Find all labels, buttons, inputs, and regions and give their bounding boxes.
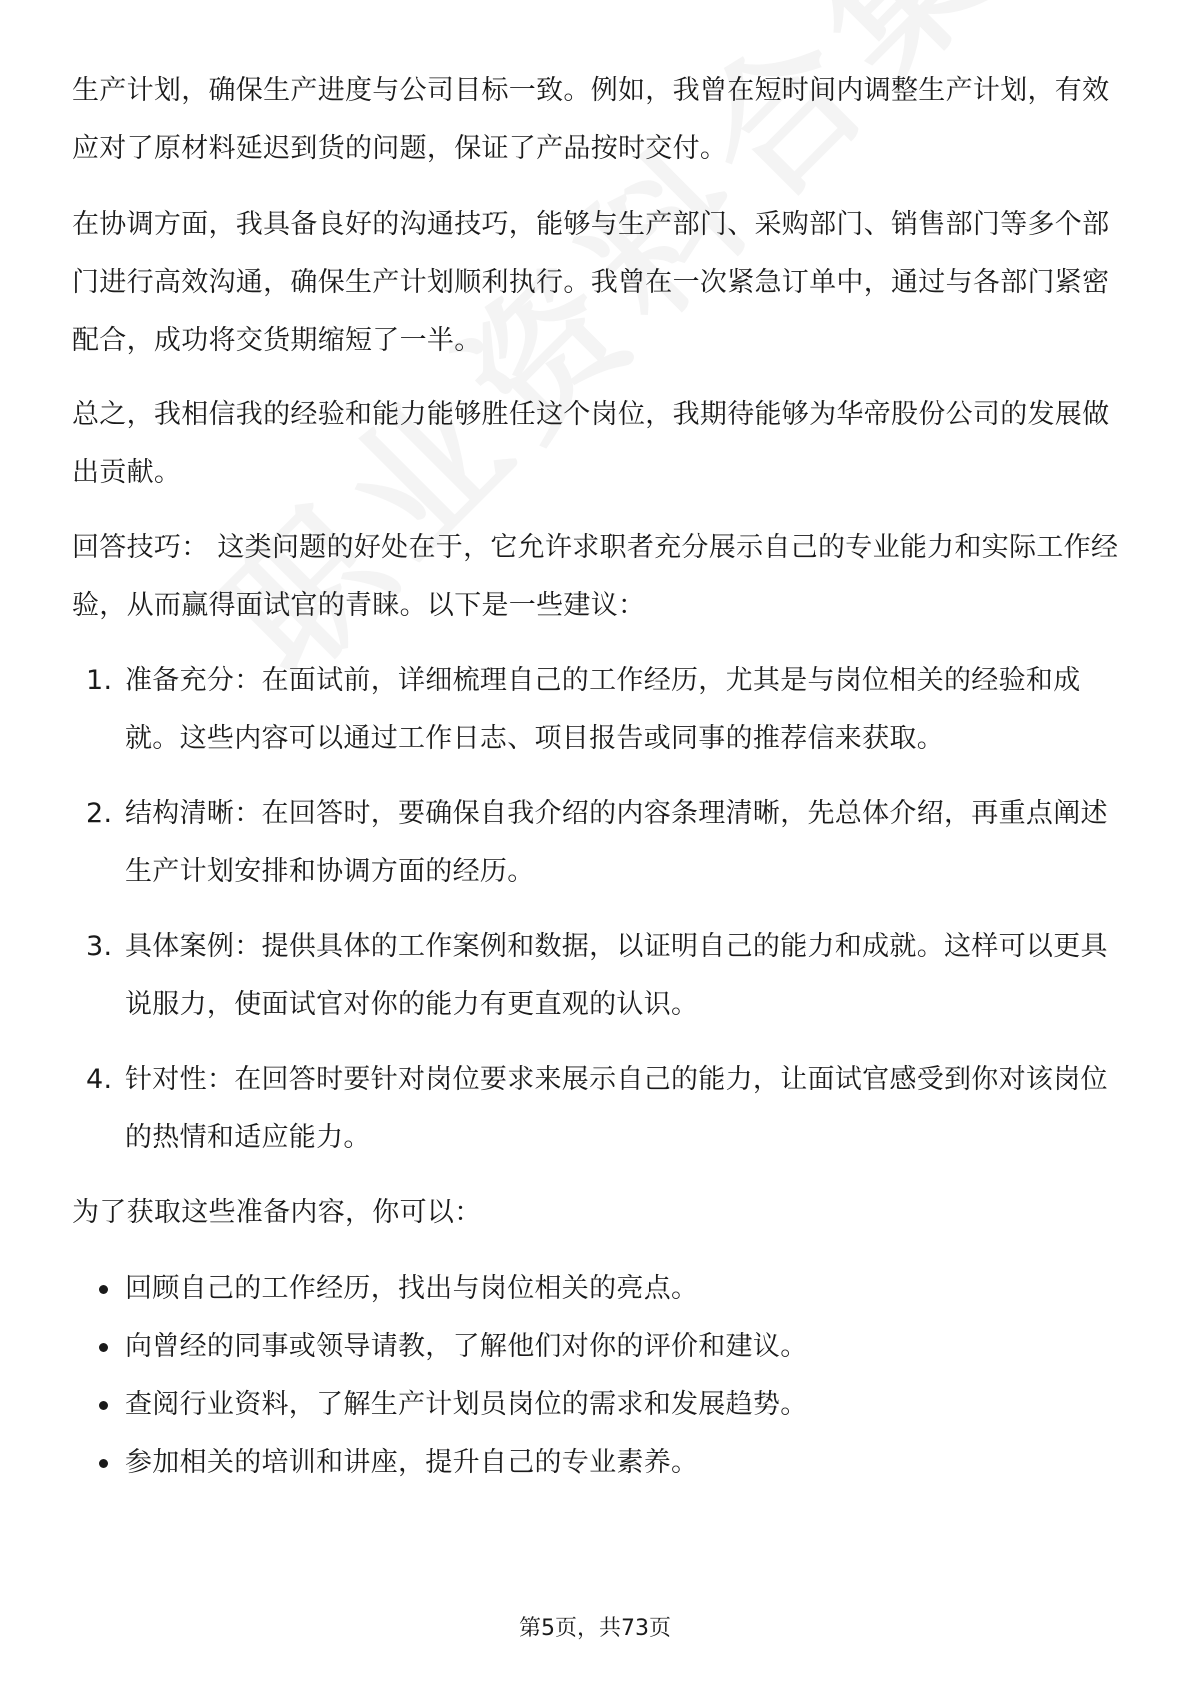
bullet-dot-icon [99,1459,108,1468]
paragraph-answer-tips: 回答技巧： 这类问题的好处在于，它允许求职者充分展示自己的专业能力和实际工作经验，从而赢得面试官的青睐。以下是一些建议： [72,532,1119,621]
list-number: 3. [86,931,113,962]
numbered-list-item [72,1051,1122,1167]
page-number-footer: 第5页，共73页 [519,1616,671,1641]
numbered-list-item [72,652,1122,768]
numbered-list-item [72,785,1122,901]
list-text: 具体案例：提供具体的工作案例和数据，以证明自己的能力和成就。这样可以更具说服力，使面试官对你的能力有更直观的认识。 [125,931,1108,1020]
list-number: 2. [86,798,113,829]
bullet-list-item [72,1318,1122,1376]
list-text: 结构清晰：在回答时，要确保自我介绍的内容条理清晰，先总体介绍，再重点阐述生产计划安排和协调方面的经历。 [125,798,1108,887]
list-text: 准备充分：在面试前，详细梳理自己的工作经历，尤其是与岗位相关的经验和成就。这些内容可以通过工作日志、项目报告或同事的推荐信来获取。 [125,665,1081,754]
paragraph-prep-intro: 为了获取这些准备内容，你可以： [72,1197,482,1228]
bullet-text: 查阅行业资料，了解生产计划员岗位的需求和发展趋势。 [125,1389,808,1420]
paragraph-coordination: 在协调方面，我具备良好的沟通技巧，能够与生产部门、采购部门、销售部门等多个部门进行高效沟通，确保生产计划顺利执行。我曾在一次紧急订单中，通过与各部门紧密配合，成功将交货期缩短了一半。 [72,209,1110,356]
list-number: 4. [86,1064,113,1095]
bullet-list-item [72,1260,1122,1318]
bullet-dot-icon [99,1285,108,1294]
bullet-text: 向曾经的同事或领导请教，了解他们对你的评价和建议。 [125,1331,808,1362]
bullet-list-item [72,1376,1122,1434]
list-text: 针对性：在回答时要针对岗位要求来展示自己的能力，让面试官感受到你对该岗位的热情和适应能力。 [125,1064,1108,1153]
list-number: 1. [86,665,113,696]
paragraph-production-plan: 生产计划，确保生产进度与公司目标一致。例如，我曾在短时间内调整生产计划，有效应对了原材料延迟到货的问题，保证了产品按时交付。 [72,75,1110,164]
numbered-list-item [72,918,1122,1034]
bullet-text: 参加相关的培训和讲座，提升自己的专业素养。 [125,1447,699,1478]
bullet-dot-icon [99,1401,108,1410]
bullet-list-item [72,1434,1122,1492]
bullet-text: 回顾自己的工作经历，找出与岗位相关的亮点。 [125,1273,699,1304]
paragraph-summary: 总之，我相信我的经验和能力能够胜任这个岗位，我期待能够为华帝股份公司的发展做出贡献。 [72,399,1110,488]
bullet-dot-icon [99,1343,108,1352]
